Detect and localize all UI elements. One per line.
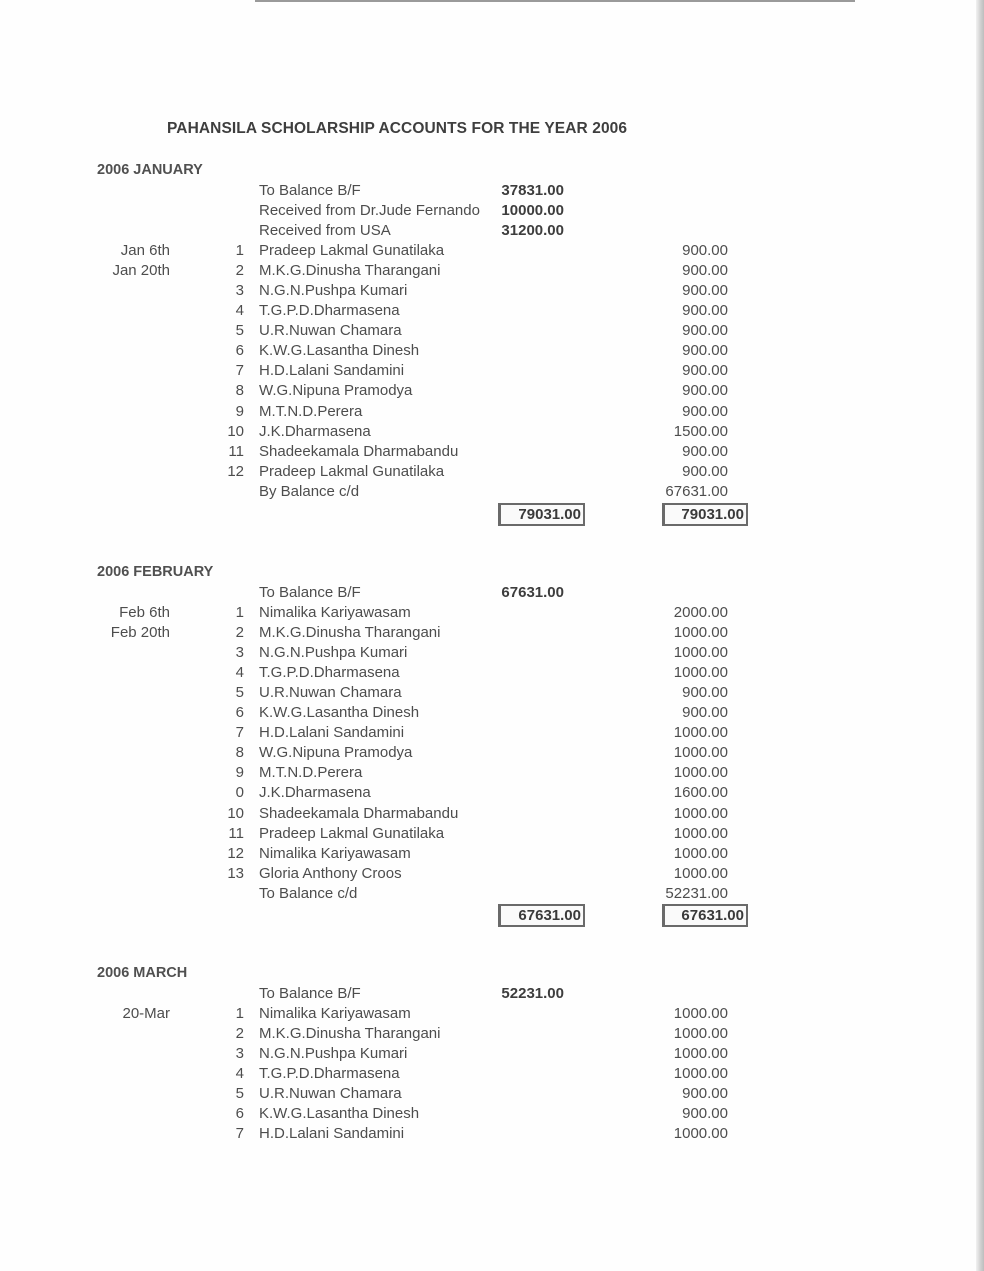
row-description: To Balance B/F (259, 584, 361, 601)
row-debit-amount: 900.00 (682, 362, 728, 380)
ledger-row (0, 603, 970, 623)
ledger-rows (0, 583, 970, 904)
row-description: W.G.Nipuna Pramodya (259, 382, 413, 400)
row-number: 4 (235, 302, 244, 320)
row-debit-amount: 900.00 (682, 462, 728, 480)
row-date: 20-Mar (122, 1005, 170, 1023)
total-credit-box: 79031.00 (498, 503, 585, 526)
row-number: 11 (228, 442, 244, 460)
row-credit-amount: 31200.00 (501, 222, 564, 240)
ledger-row (0, 1084, 970, 1104)
row-number: 2 (235, 262, 244, 280)
row-debit-amount: 52231.00 (665, 884, 728, 902)
row-debit-amount: 2000.00 (673, 604, 728, 622)
row-description: U.R.Nuwan Chamara (259, 1085, 402, 1103)
ledger-row (0, 381, 970, 401)
ledger-row (0, 723, 970, 743)
ledger-row (0, 341, 970, 361)
row-description: N.G.N.Pushpa Kumari (259, 282, 408, 300)
row-description: M.T.N.D.Perera (259, 764, 363, 782)
row-number: 1 (235, 1005, 244, 1023)
row-description: To Balance B/F (259, 182, 361, 199)
row-number: 5 (235, 1085, 244, 1103)
row-date: Jan 20th (112, 262, 170, 280)
row-description: Nimalika Kariyawasam (259, 604, 411, 622)
row-description: U.R.Nuwan Chamara (259, 684, 402, 702)
row-number: 3 (235, 644, 244, 662)
row-description: J.K.Dharmasena (259, 784, 371, 802)
ledger-row (0, 844, 970, 864)
row-debit-amount: 1000.00 (673, 1125, 728, 1143)
row-number: 1 (235, 604, 244, 622)
row-description: K.W.G.Lasantha Dinesh (259, 704, 420, 722)
ledger-row (0, 181, 970, 201)
row-number: 2 (235, 1025, 244, 1043)
row-description: T.G.P.D.Dharmasena (259, 1065, 400, 1083)
row-debit-amount: 1000.00 (673, 824, 728, 842)
row-description: Pradeep Lakmal Gunatilaka (259, 824, 445, 842)
ledger-row (0, 462, 970, 482)
row-number: 6 (235, 1105, 244, 1123)
row-debit-amount: 900.00 (682, 242, 728, 260)
month-heading: 2006 MARCH (97, 965, 188, 981)
ledger-row (0, 783, 970, 803)
row-description: J.K.Dharmasena (259, 422, 371, 440)
row-debit-amount: 900.00 (682, 282, 728, 300)
total-debit-box: 79031.00 (662, 503, 748, 526)
row-description: K.W.G.Lasantha Dinesh (259, 1105, 420, 1123)
row-number: 9 (235, 764, 244, 782)
row-debit-amount: 1000.00 (673, 1025, 728, 1043)
ledger-row (0, 321, 970, 341)
row-debit-amount: 900.00 (682, 704, 728, 722)
row-description: Received from Dr.Jude Fernando (259, 202, 480, 220)
row-debit-amount: 1000.00 (673, 804, 728, 822)
row-date: Jan 6th (120, 242, 170, 260)
row-number: 6 (235, 704, 244, 722)
row-number: 5 (235, 684, 244, 702)
ledger-rows (0, 984, 970, 1144)
ledger-row (0, 221, 970, 241)
row-debit-amount: 1000.00 (673, 764, 728, 782)
scan-edge-top (255, 0, 855, 2)
row-debit-amount: 1000.00 (673, 1005, 728, 1023)
row-description: U.R.Nuwan Chamara (259, 322, 402, 340)
row-number: 12 (227, 844, 244, 862)
ledger-row (0, 1104, 970, 1124)
row-credit-amount: 10000.00 (501, 202, 564, 220)
row-number: 7 (235, 362, 244, 380)
row-description: Nimalika Kariyawasam (259, 844, 411, 862)
total-credit-box: 67631.00 (498, 904, 585, 927)
row-debit-amount: 1000.00 (673, 1065, 728, 1083)
ledger-row (0, 241, 970, 261)
ledger-row (0, 402, 970, 422)
row-debit-amount: 900.00 (682, 684, 728, 702)
row-number: 0 (235, 784, 244, 802)
row-debit-amount: 1000.00 (673, 724, 728, 742)
totals-row (0, 903, 970, 927)
row-number: 13 (227, 864, 244, 882)
row-debit-amount: 1600.00 (673, 784, 728, 802)
ledger-row (0, 201, 970, 221)
row-date: Feb 20th (110, 624, 170, 642)
ledger-row (0, 984, 970, 1004)
ledger-row (0, 824, 970, 844)
row-credit-amount: 67631.00 (501, 584, 564, 601)
ledger-row (0, 1124, 970, 1144)
row-credit-amount: 37831.00 (501, 182, 564, 199)
total-debit-box: 67631.00 (662, 904, 748, 927)
row-debit-amount: 1000.00 (673, 864, 728, 882)
row-description: H.D.Lalani Sandamini (259, 362, 405, 380)
month-heading: 2006 JANUARY (97, 162, 203, 178)
ledger-rows (0, 181, 970, 502)
ledger-row (0, 643, 970, 663)
page-title: PAHANSILA SCHOLARSHIP ACCOUNTS FOR THE YEAR 2006 (167, 120, 628, 137)
row-number: 5 (235, 322, 244, 340)
row-debit-amount: 900.00 (682, 1105, 728, 1123)
ledger-row (0, 301, 970, 321)
ledger-row (0, 884, 970, 904)
row-description: To Balance B/F (259, 985, 361, 1002)
scan-edge-right (976, 0, 984, 1271)
row-description: K.W.G.Lasantha Dinesh (259, 342, 420, 360)
totals-row (0, 502, 970, 526)
row-debit-amount: 900.00 (682, 402, 728, 420)
row-debit-amount: 67631.00 (665, 482, 728, 500)
ledger-row (0, 1024, 970, 1044)
row-description: To Balance c/d (259, 884, 358, 902)
row-number: 7 (235, 1125, 244, 1143)
row-number: 10 (227, 422, 244, 440)
row-description: Pradeep Lakmal Gunatilaka (259, 462, 445, 480)
row-number: 7 (235, 724, 244, 742)
row-number: 4 (235, 664, 244, 682)
row-description: W.G.Nipuna Pramodya (259, 744, 413, 762)
ledger-row (0, 763, 970, 783)
ledger-row (0, 1004, 970, 1024)
ledger-row (0, 623, 970, 643)
ledger-row (0, 422, 970, 442)
row-description: H.D.Lalani Sandamini (259, 1125, 405, 1143)
row-credit-amount: 52231.00 (501, 985, 564, 1002)
row-debit-amount: 1000.00 (673, 844, 728, 862)
row-number: 8 (235, 382, 244, 400)
ledger-row (0, 683, 970, 703)
row-number: 11 (228, 824, 244, 842)
row-number: 3 (235, 282, 244, 300)
row-description: N.G.N.Pushpa Kumari (259, 644, 408, 662)
row-number: 6 (235, 342, 244, 360)
row-debit-amount: 900.00 (682, 322, 728, 340)
row-debit-amount: 1000.00 (673, 624, 728, 642)
row-description: H.D.Lalani Sandamini (259, 724, 405, 742)
row-description: Received from USA (259, 222, 391, 240)
ledger-row (0, 1064, 970, 1084)
row-debit-amount: 1000.00 (673, 644, 728, 662)
row-debit-amount: 900.00 (682, 302, 728, 320)
row-description: T.G.P.D.Dharmasena (259, 664, 400, 682)
row-number: 3 (235, 1045, 244, 1063)
row-number: 4 (235, 1065, 244, 1083)
row-description: M.K.G.Dinusha Tharangani (259, 1025, 441, 1043)
row-description: Pradeep Lakmal Gunatilaka (259, 242, 445, 260)
ledger-row (0, 804, 970, 824)
row-number: 8 (235, 744, 244, 762)
ledger-row (0, 583, 970, 603)
row-debit-amount: 900.00 (682, 442, 728, 460)
ledger-row (0, 743, 970, 763)
ledger-row (0, 1044, 970, 1064)
ledger-row (0, 281, 970, 301)
row-description: Gloria Anthony Croos (259, 864, 402, 882)
row-description: T.G.P.D.Dharmasena (259, 302, 400, 320)
row-number: 2 (235, 624, 244, 642)
ledger-row (0, 482, 970, 502)
row-debit-amount: 900.00 (682, 382, 728, 400)
row-debit-amount: 1000.00 (673, 1045, 728, 1063)
row-number: 12 (227, 462, 244, 480)
row-description: Shadeekamala Dharmabandu (259, 442, 459, 460)
row-debit-amount: 900.00 (682, 262, 728, 280)
row-debit-amount: 1000.00 (673, 664, 728, 682)
row-debit-amount: 900.00 (682, 1085, 728, 1103)
row-description: M.T.N.D.Perera (259, 402, 363, 420)
ledger-row (0, 703, 970, 723)
row-number: 9 (235, 402, 244, 420)
row-description: N.G.N.Pushpa Kumari (259, 1045, 408, 1063)
row-description: M.K.G.Dinusha Tharangani (259, 624, 441, 642)
row-number: 1 (235, 242, 244, 260)
ledger-row (0, 442, 970, 462)
ledger-row (0, 663, 970, 683)
row-description: Nimalika Kariyawasam (259, 1005, 411, 1023)
row-date: Feb 6th (119, 604, 170, 622)
month-heading: 2006 FEBRUARY (97, 564, 214, 580)
row-description: Shadeekamala Dharmabandu (259, 804, 459, 822)
row-description: By Balance c/d (259, 482, 360, 500)
row-debit-amount: 1000.00 (673, 744, 728, 762)
ledger-row (0, 864, 970, 884)
ledger-row (0, 361, 970, 381)
row-description: M.K.G.Dinusha Tharangani (259, 262, 441, 280)
ledger-row (0, 261, 970, 281)
row-number: 10 (227, 804, 244, 822)
row-debit-amount: 1500.00 (673, 422, 728, 440)
row-debit-amount: 900.00 (682, 342, 728, 360)
